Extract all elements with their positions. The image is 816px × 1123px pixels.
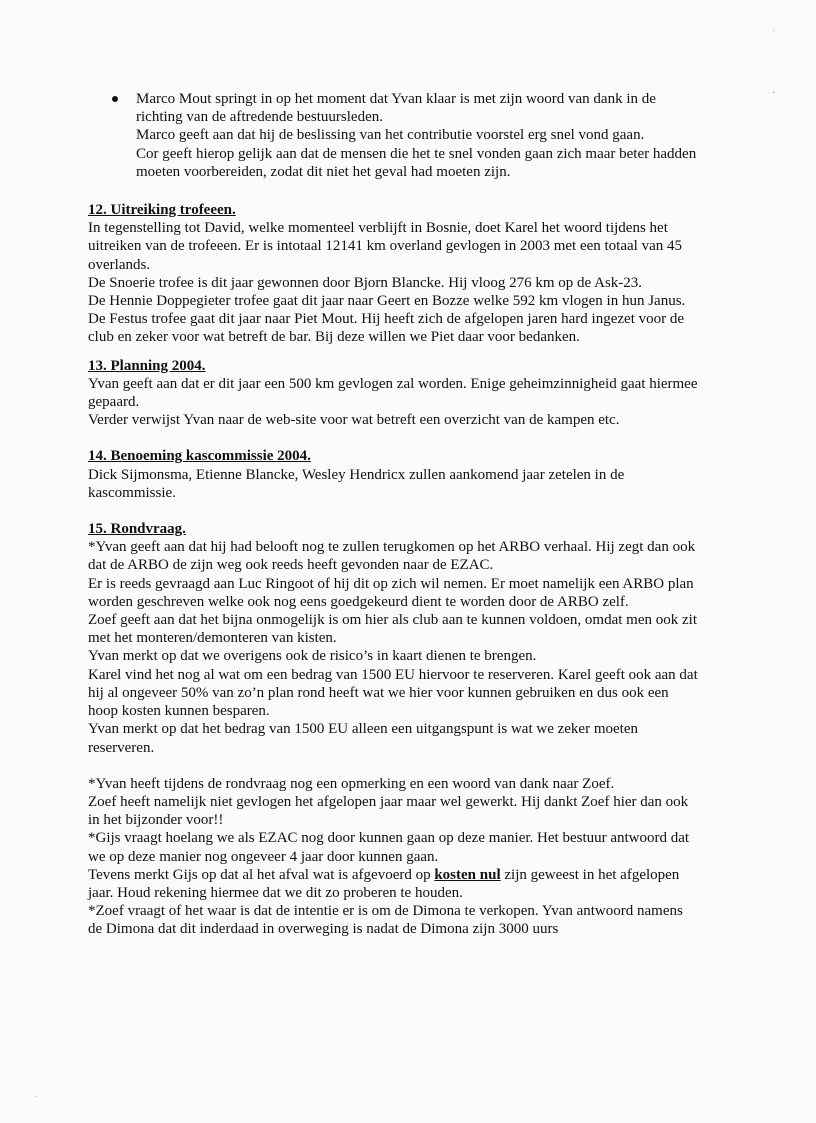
paragraph: Yvan geeft aan dat er dit jaar een 500 km gevlogen zal worden. Enige geheimzinnigheid gaat hiermee gepaard. — [88, 375, 698, 411]
scan-speck: · — [772, 26, 776, 37]
spacer — [88, 757, 698, 775]
document-body — [88, 90, 698, 939]
paragraph: Yvan merkt op dat we overigens ook de risico’s in kaart dienen te brengen. — [88, 648, 537, 665]
section-heading: 12. Uitreiking trofeeen. — [88, 202, 236, 219]
section-heading: 14. Benoeming kascommissie 2004. — [88, 448, 311, 465]
paragraph: *Gijs vraagt hoelang we als EZAC nog door kunnen gaan op deze manier. Het bestuur antwoord dat we op deze manier nog ongeveer 4 jaar door kunnen gaan. — [88, 830, 690, 865]
section-heading: 15. Rondvraag. — [88, 521, 186, 538]
paragraph: *Yvan heeft tijdens de rondvraag nog een opmerking en een woord van dank naar Zoef. — [88, 775, 615, 792]
paragraph: De Hennie Doppegieter trofee gaat dit jaar naar Geert en Bozze welke 592 km vlogen in hun Janus. — [88, 293, 686, 310]
paragraph: Karel vind het nog al wat om een bedrag van 1500 EU hiervoor te reserveren. Karel geeft ook aan dat hij al ongeveer 50% van zo’n plan rond heeft wat we hier voor kunnen gebruiken en dus ook een hoop kosten kunnen besparen. — [88, 666, 698, 720]
paragraph: Zoef heeft namelijk niet gevlogen het afgelopen jaar maar wel gewerkt. Hij dankt Zoef hier dan ook in het bijzonder voor!! — [88, 793, 689, 829]
paragraph: Dick Sijmonsma, Etienne Blancke, Wesley Hendricx zullen aankomend jaar zetelen in de kascommissie. — [88, 466, 625, 501]
paragraph: In tegenstelling tot David, welke momenteel verblijft in Bosnie, doet Karel het woord tijdens het uitreiken van de trofeeen. Er is intotaal 12141 km overland gevlogen in 2003 met een totaal van 45 overlands. — [88, 220, 682, 273]
paragraph: Yvan merkt op dat het bedrag van 1500 EU alleen een uitgangspunt is wat we zeker moeten reserveren. — [88, 721, 638, 756]
section-kascommissie — [88, 447, 698, 502]
section-trofeeen — [88, 201, 698, 347]
text-run: zijn geweest in het afgelopen jaar. Houd rekening hiermee dat we dit zo proberen te houden. — [88, 866, 680, 901]
bullet-icon — [112, 96, 118, 102]
text-run: Tevens merkt Gijs op dat al het afval wat is afgevoerd op — [88, 866, 435, 883]
paragraph-tevens — [88, 866, 698, 902]
paragraph: De Snoerie trofee is dit jaar gewonnen door Bjorn Blancke. Hij vloog 276 km op de Ask-23. — [88, 274, 643, 291]
intro-line: Marco geeft aan dat hij de beslissing van het contributie voorstel erg snel vond gaan. — [136, 127, 645, 144]
section-heading: 13. Planning 2004. — [88, 357, 206, 374]
paragraph: Verder verwijst Yvan naar de web-site voor wat betreft een overzicht van de kampen etc. — [88, 412, 620, 429]
scan-speck: · — [772, 88, 776, 99]
paragraph: *Zoef vraagt of het waar is dat de intentie er is om de Dimona te verkopen. Yvan antwoord namens de Dimona dat dit inderdaad in overweging is nadat de Dimona zijn 3000 uurs — [88, 903, 683, 938]
section-planning — [88, 357, 698, 430]
scan-speck: · — [34, 1092, 38, 1103]
intro-line: Marco Mout springt in op het moment dat Yvan klaar is met zijn woord van dank in de richting van de aftredende bestuursleden. — [136, 91, 656, 126]
emphasis-kosten-nul: kosten nul — [434, 866, 501, 883]
intro-bullet — [88, 90, 698, 181]
section-rondvraag — [88, 520, 698, 938]
intro-line: Cor geeft hierop gelijk aan dat de mensen die het te snel vonden gaan zich maar beter hadden moeten voorbereiden, zodat dit niet het geval had moeten zijn. — [136, 145, 697, 180]
paragraph: *Yvan geeft aan dat hij had belooft nog te zullen terugkomen op het ARBO verhaal. Hij zegt dan ook dat de ARBO de zijn weg ook reeds heeft gevonden naar de EZAC. — [88, 539, 696, 574]
paragraph: Er is reeds gevraagd aan Luc Ringoot of hij dit op zich wil nemen. Er moet namelijk een ARBO plan worden geschreven welke ook nog eens goedgekeurd dient te worden door de ARBO zelf. — [88, 575, 694, 610]
paragraph: Zoef geeft aan dat het bijna onmogelijk is om hier als club aan te kunnen voldoen, omdat men ook zit met het monteren/demonteren van kisten. — [88, 612, 697, 647]
paragraph: De Festus trofee gaat dit jaar naar Piet Mout. Hij heeft zich de afgelopen jaren hard ingezet voor de club en zeker voor wat betreft de bar. Bij deze willen we Piet daar voor bedanken. — [88, 311, 685, 346]
